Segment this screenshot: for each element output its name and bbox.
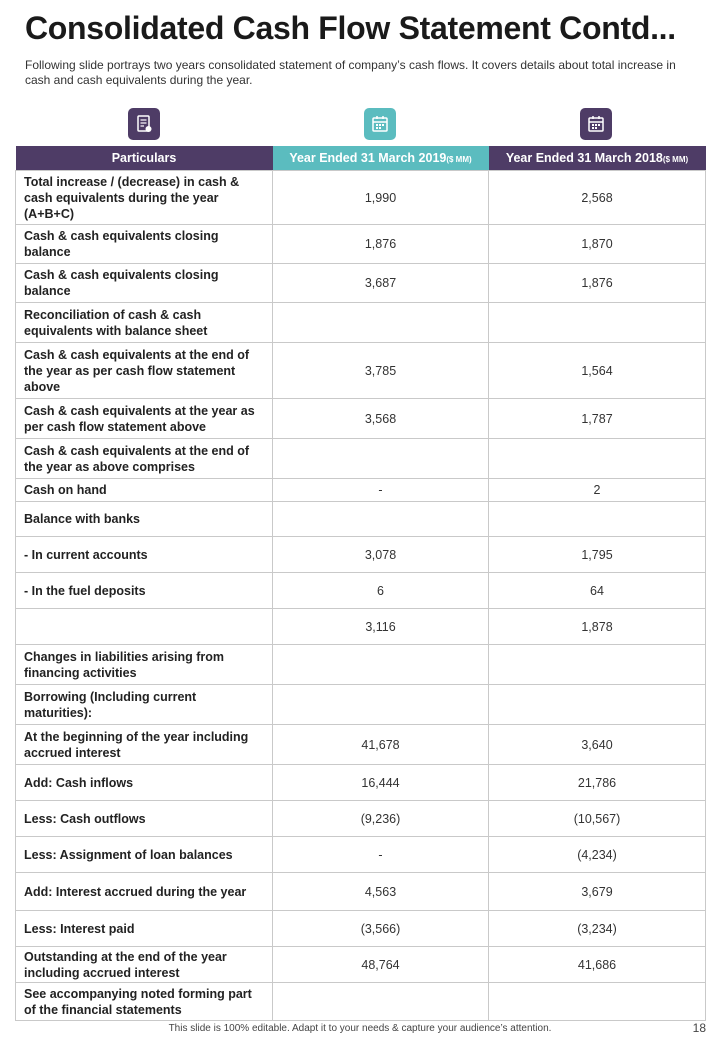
- page-subtitle: Following slide portrays two years consolidated statement of company’s cash flows. It covers details about total increase in cash and cash equivalents during the year.: [25, 58, 676, 87]
- row-value-2019: 6: [273, 573, 489, 609]
- row-label: At the beginning of the year including accrued interest: [16, 725, 273, 765]
- row-label: Cash & cash equivalents at the year as per cash flow statement above: [16, 399, 273, 439]
- row-value-2018: 1,876: [489, 264, 706, 303]
- table-row: [16, 725, 706, 765]
- header-year-2018-unit: ($ MM): [662, 155, 689, 164]
- row-label: Less: Interest paid: [16, 911, 273, 947]
- table-row: [16, 537, 706, 573]
- row-label: See accompanying noted forming part of the financial statements: [16, 983, 273, 1021]
- row-value-2019: -: [273, 479, 489, 502]
- table-row: [16, 225, 706, 264]
- row-value-2019: 41,678: [273, 725, 489, 765]
- row-label: [16, 609, 273, 645]
- row-value-2018: [489, 303, 706, 343]
- row-label: Add: Interest accrued during the year: [16, 873, 273, 911]
- row-value-2019: 3,687: [273, 264, 489, 303]
- row-value-2018: 1,564: [489, 343, 706, 399]
- row-value-2019: 3,078: [273, 537, 489, 573]
- table-row: [16, 264, 706, 303]
- table-row: [16, 343, 706, 399]
- row-label: Less: Cash outflows: [16, 801, 273, 837]
- row-value-2019: [273, 502, 489, 537]
- row-label: Borrowing (Including current maturities):: [16, 685, 273, 725]
- row-value-2018: 1,787: [489, 399, 706, 439]
- row-value-2018: (4,234): [489, 837, 706, 873]
- row-value-2018: 1,795: [489, 537, 706, 573]
- row-value-2018: [489, 983, 706, 1021]
- row-label: - In the fuel deposits: [16, 573, 273, 609]
- row-label: Cash on hand: [16, 479, 273, 502]
- row-label: Less: Assignment of loan balances: [16, 837, 273, 873]
- row-value-2018: 41,686: [489, 947, 706, 983]
- table-row: [16, 685, 706, 725]
- row-label: Changes in liabilities arising from financing activities: [16, 645, 273, 685]
- table-row: [16, 573, 706, 609]
- row-label: Outstanding at the end of the year including accrued interest: [16, 947, 273, 983]
- row-value-2019: [273, 303, 489, 343]
- page-title: Consolidated Cash Flow Statement Contd...: [25, 10, 676, 46]
- row-value-2018: 3,679: [489, 873, 706, 911]
- table-row: [16, 399, 706, 439]
- table-row: [16, 479, 706, 502]
- row-value-2018: (3,234): [489, 911, 706, 947]
- row-label: Total increase / (decrease) in cash & cash equivalents during the year (A+B+C): [16, 171, 273, 225]
- table-row: [16, 837, 706, 873]
- table-row: [16, 801, 706, 837]
- row-value-2018: [489, 502, 706, 537]
- row-value-2018: 2: [489, 479, 706, 502]
- row-value-2018: (10,567): [489, 801, 706, 837]
- calendar-icon: [580, 108, 612, 140]
- header-year-2019-label: Year Ended 31 March 2019: [289, 151, 447, 165]
- page-number: 18: [692, 1021, 706, 1035]
- row-label: Cash & cash equivalents at the end of the year as above comprises: [16, 439, 273, 479]
- row-label: Cash & cash equivalents closing balance: [16, 264, 273, 303]
- table-row: [16, 911, 706, 947]
- table-row: [16, 171, 706, 225]
- row-value-2019: 1,990: [273, 171, 489, 225]
- header-year-2019: [273, 146, 489, 171]
- row-value-2018: 1,878: [489, 609, 706, 645]
- cash-flow-table: [15, 146, 706, 1021]
- row-value-2018: 3,640: [489, 725, 706, 765]
- table-row: [16, 645, 706, 685]
- row-value-2019: (3,566): [273, 911, 489, 947]
- table-row: [16, 609, 706, 645]
- header-particulars: Particulars: [16, 146, 273, 171]
- header-year-2018-label: Year Ended 31 March 2018: [505, 151, 663, 165]
- row-value-2018: [489, 645, 706, 685]
- row-label: Cash & cash equivalents at the end of the year as per cash flow statement above: [16, 343, 273, 399]
- calendar-icon: [364, 108, 396, 140]
- row-label: Balance with banks: [16, 502, 273, 537]
- row-value-2018: [489, 439, 706, 479]
- table-row: [16, 983, 706, 1021]
- row-value-2018: 21,786: [489, 765, 706, 801]
- table-row: [16, 439, 706, 479]
- header-year-2019-unit: ($ MM): [446, 155, 472, 164]
- row-value-2019: [273, 983, 489, 1021]
- row-value-2019: [273, 685, 489, 725]
- table-row: [16, 947, 706, 983]
- header-year-2018: [489, 146, 706, 171]
- row-value-2019: [273, 645, 489, 685]
- row-value-2018: 2,568: [489, 171, 706, 225]
- row-value-2018: [489, 685, 706, 725]
- row-value-2018: 64: [489, 573, 706, 609]
- row-value-2019: 3,116: [273, 609, 489, 645]
- row-value-2019: (9,236): [273, 801, 489, 837]
- row-value-2019: 4,563: [273, 873, 489, 911]
- row-value-2019: [273, 439, 489, 479]
- table-header-row: [16, 146, 706, 171]
- row-value-2019: 16,444: [273, 765, 489, 801]
- footer-note: This slide is 100% editable. Adapt it to your needs & capture your audience’s attention.: [168, 1023, 552, 1034]
- document-icon: [128, 108, 160, 140]
- row-value-2019: 48,764: [273, 947, 489, 983]
- table-row: [16, 502, 706, 537]
- row-value-2019: 1,876: [273, 225, 489, 264]
- row-label: - In current accounts: [16, 537, 273, 573]
- row-value-2018: 1,870: [489, 225, 706, 264]
- table-row: [16, 765, 706, 801]
- row-value-2019: 3,785: [273, 343, 489, 399]
- row-label: Add: Cash inflows: [16, 765, 273, 801]
- table-row: [16, 873, 706, 911]
- row-value-2019: -: [273, 837, 489, 873]
- row-label: Reconciliation of cash & cash equivalents with balance sheet: [16, 303, 273, 343]
- table-row: [16, 303, 706, 343]
- row-label: Cash & cash equivalents closing balance: [16, 225, 273, 264]
- row-value-2019: 3,568: [273, 399, 489, 439]
